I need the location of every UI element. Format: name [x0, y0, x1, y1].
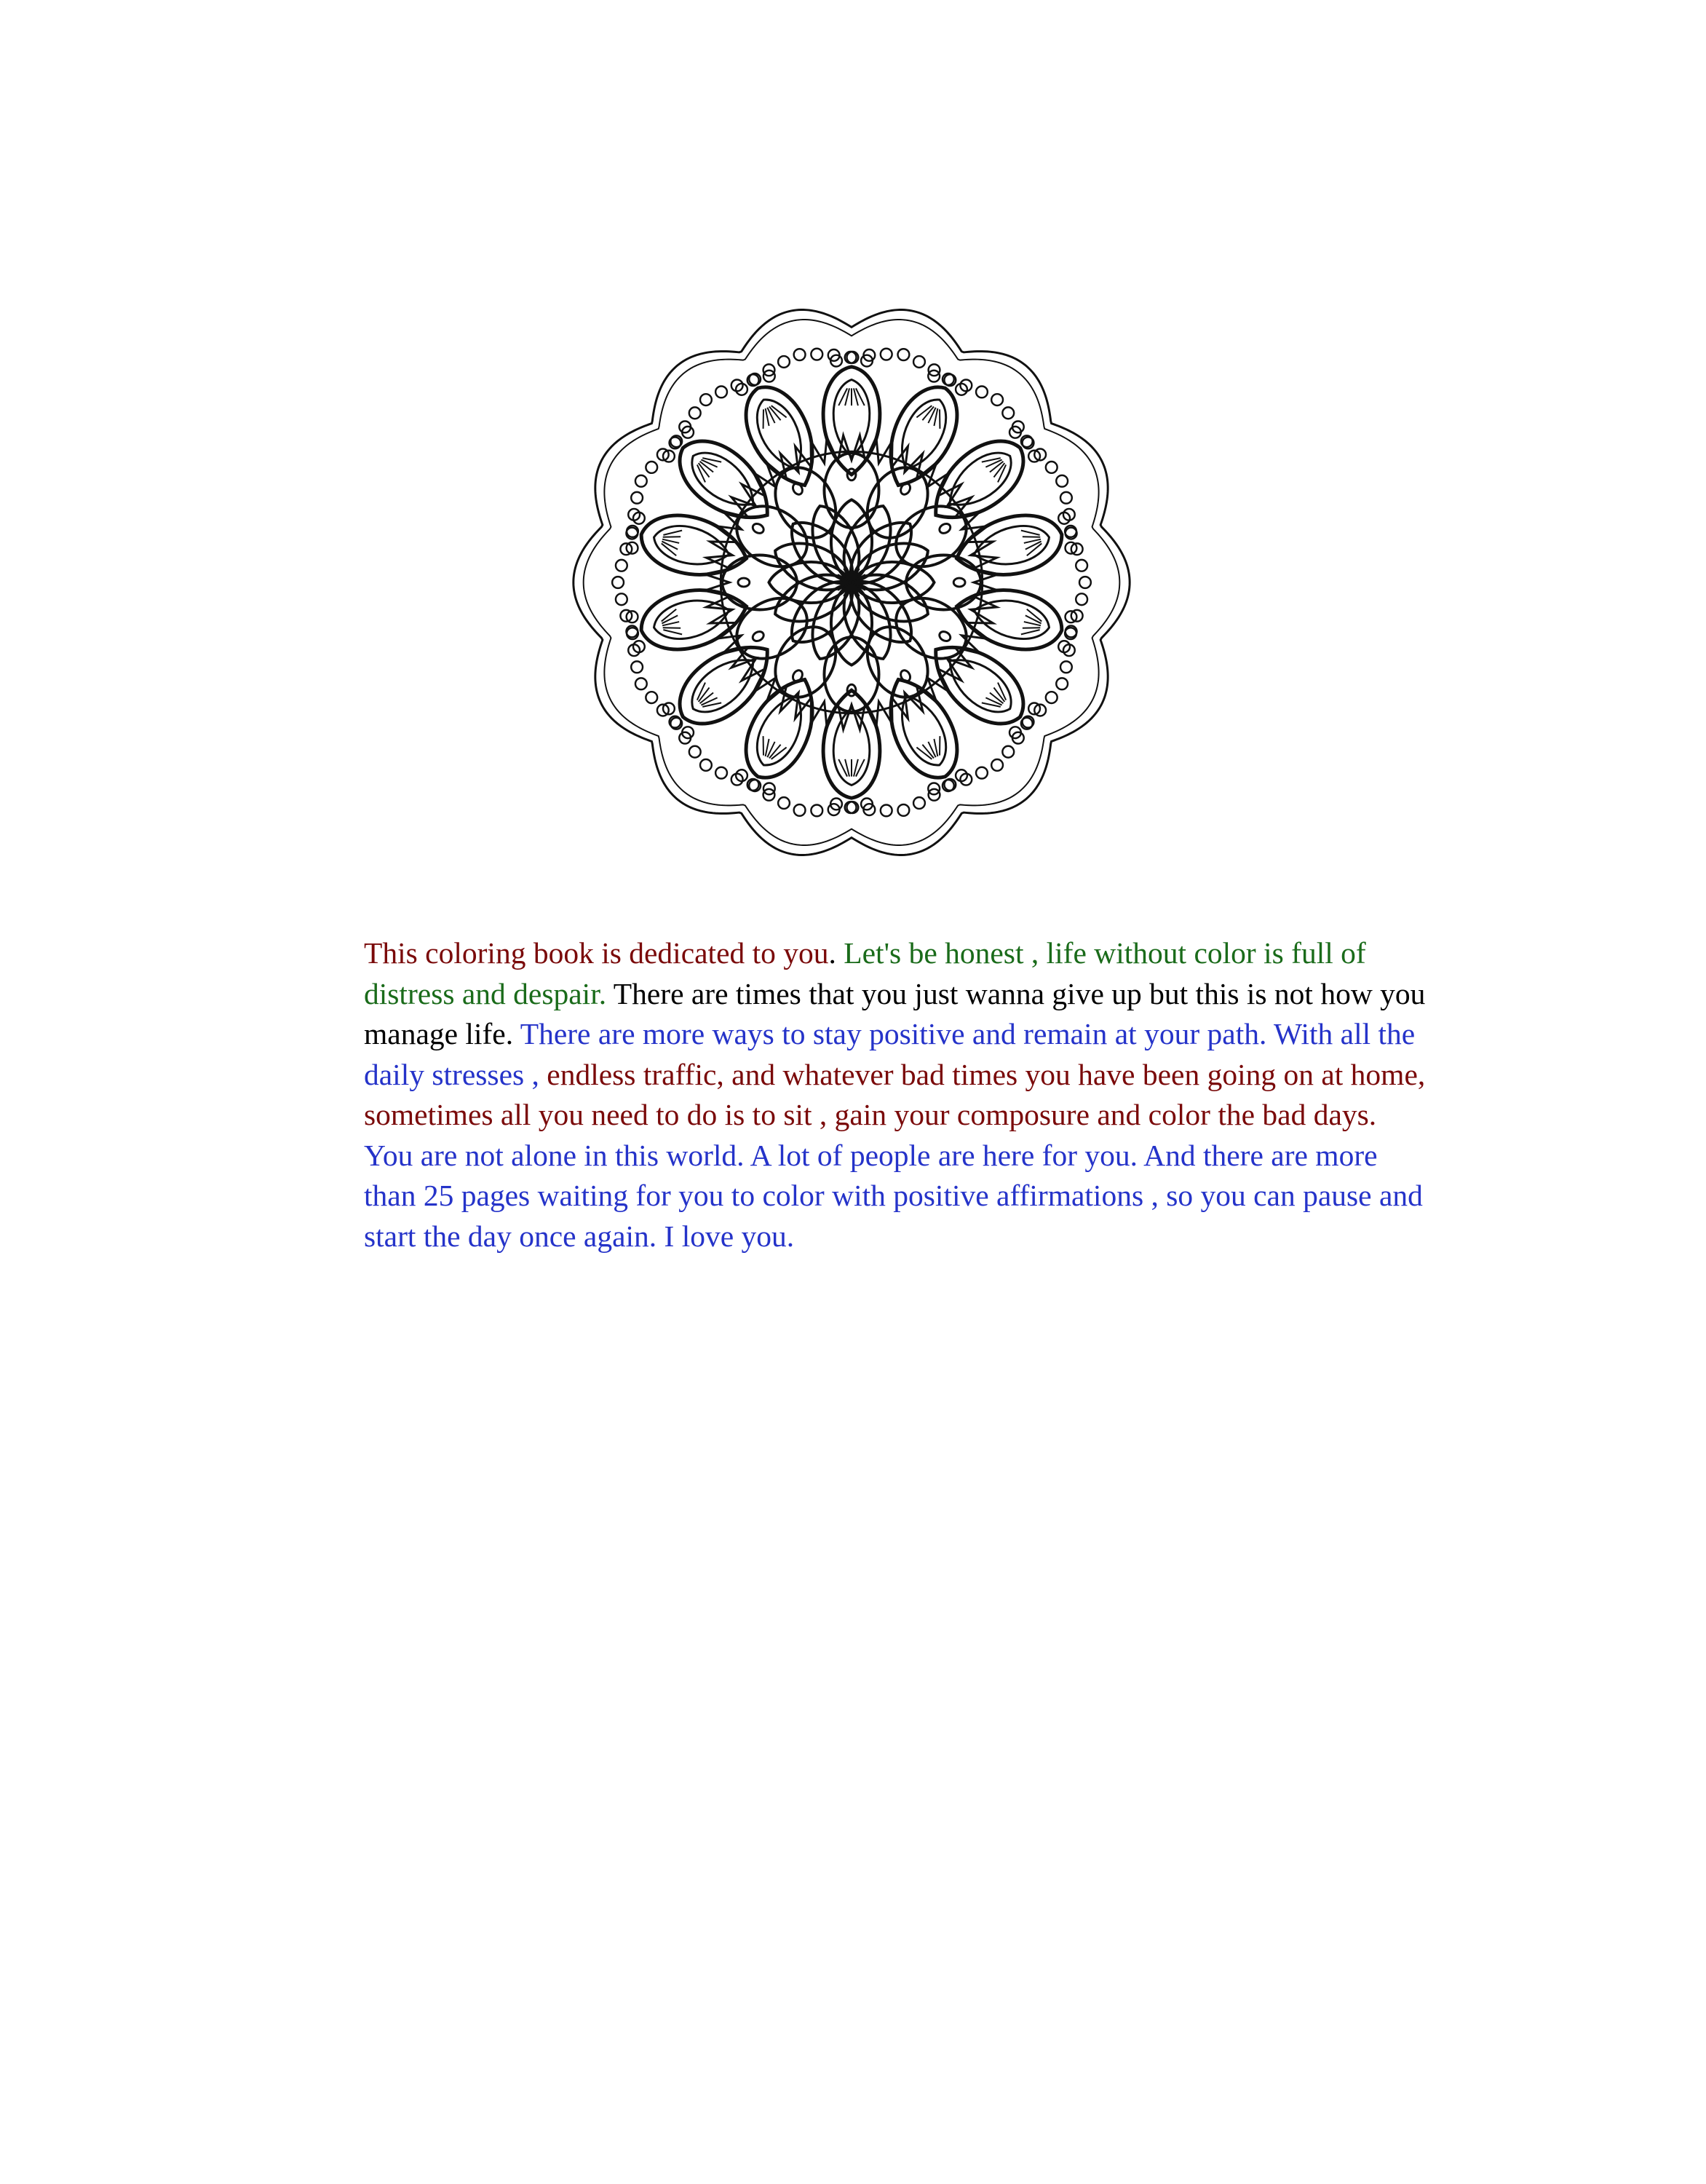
mandala-flower-icon: [564, 295, 1139, 870]
dedication-sentence-2: Let's be honest , life without color is full of distress and despair.: [364, 936, 1366, 1010]
dedication-sentence-5: endless traffic, and whatever bad times you have been going on at home, sometimes all you need to do is to sit , gain your composure and color the bad days.: [364, 1057, 1426, 1131]
dedication-sentence-1: This coloring book is dedicated to you: [364, 936, 829, 970]
dedication-sentence-3: There are times that you just wanna give up but this is not how you manage life.: [364, 976, 1426, 1051]
dedication-period: .: [828, 936, 844, 970]
mandala-illustration: [564, 295, 1139, 870]
dedication-sentence-6: You are not alone in this world. A lot of people are here for you. And there are more than 25 pages waiting for you to color with positive affirmations , so you can pause and start the day once again. I love you.: [364, 1138, 1423, 1253]
dedication-sentence-4: There are more ways to stay positive and remain at your path. With all the daily stresses ,: [364, 1017, 1416, 1091]
dedication-paragraph: [364, 933, 1427, 1257]
